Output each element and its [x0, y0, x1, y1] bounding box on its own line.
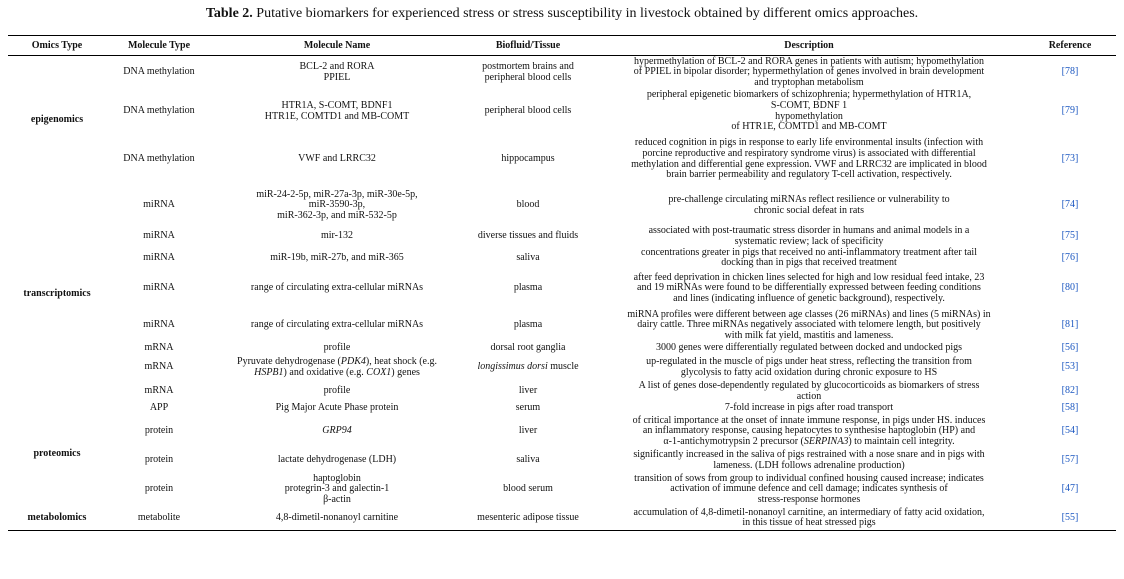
omics-type-cell: proteomics [33, 448, 81, 460]
tissue-cell: peripheral blood cells [484, 105, 572, 117]
molecule-name-cell: miR-19b, miR-27b, and miR-365 [270, 251, 404, 263]
reference-link[interactable]: [55] [1024, 507, 1116, 531]
description-cell: concentrations greater in pigs that received no anti-inflammatory treatment after tail docking than in pigs that received treatment [641, 246, 977, 269]
description-cell: reduced cognition in pigs in response to early life environmental insults (infection with porcine reproductive and respiratory syndrome virus) is associated with differential methylation and differential gene expression. VWF and LRRC32 are implicated in blood brain barrier permeability and regulatory T-cell activation, respectively. [631, 137, 987, 181]
molecule-type-cell: protein [144, 454, 174, 466]
description-cell: A list of genes dose-dependently regulated by glucocorticoids as biomarkers of stress action [638, 380, 980, 402]
header-description: Description [594, 36, 1024, 56]
reference-link[interactable]: [54] [1061, 425, 1079, 437]
tissue-cell: serum [515, 402, 541, 414]
tissue-cell: saliva [516, 251, 540, 263]
tissue-cell: plasma [513, 319, 543, 331]
description-cell: significantly increased in the saliva of pigs restrained with a nose snare and in pigs with lameness. (LDH follows adrenaline production) [633, 449, 985, 471]
description-cell: associated with post-traumatic stress disorder in humans and animal models in a systematic review; lack of specificity [648, 224, 970, 247]
reference-link[interactable]: [47] [1061, 483, 1079, 495]
molecule-name-cell: lactate dehydrogenase (LDH) [277, 454, 397, 466]
molecule-type-cell: metabolite [106, 507, 212, 531]
description-cell: of critical importance at the onset of innate immune response, in pigs under HS. induces an inflammatory response, causing hepatocytes to synthesise haptoglobin (HP) and α-1-antichymotrypsin 2 precursor (SERPINA3) to maintain cell integrity. [632, 414, 986, 447]
table-row [8, 186, 1116, 226]
tissue-cell: dorsal root ganglia [490, 342, 566, 354]
table-row [8, 269, 1116, 309]
header-omics-type: Omics Type [8, 36, 106, 56]
table-caption [0, 6, 1124, 22]
description-cell: after feed deprivation in chicken lines selected for high and low residual feed intake, 23 and 19 miRNAs were found to be differentially expressed between feeding conditions and lines (indicating influence of genetic background), respectively. [633, 271, 985, 304]
description-cell: up-regulated in the muscle of pigs under heat stress, reflecting the transition from glycolysis to fatty acid oxidation during chronic exposure to HS [646, 356, 972, 378]
molecule-name-cell: 4,8-dimetil-nonanoyl carnitine [212, 507, 462, 531]
reference-link[interactable]: [73] [1061, 153, 1079, 165]
header-molecule-name: Molecule Name [212, 36, 462, 56]
tissue-cell: mesenteric adipose tissue [462, 507, 594, 531]
header-biofluid-tissue: Biofluid/Tissue [462, 36, 594, 56]
molecule-type-cell: protein [144, 425, 174, 437]
molecule-type-cell: DNA methylation [123, 153, 195, 165]
reference-link[interactable]: [82] [1061, 385, 1079, 397]
description-cell: 7-fold increase in pigs after road transport [724, 402, 894, 414]
header-molecule-type: Molecule Type [106, 36, 212, 56]
reference-link[interactable]: [56] [1061, 342, 1079, 354]
table-row [8, 403, 1116, 415]
molecule-type-cell: miRNA [143, 230, 175, 242]
molecule-type-cell: miRNA [143, 319, 175, 331]
table-row [8, 90, 1116, 134]
molecule-name-cell: mir-132 [320, 230, 354, 242]
table-row [8, 134, 1116, 186]
header-row [8, 36, 1116, 56]
table-row [8, 355, 1116, 381]
description-cell: pre-challenge circulating miRNAs reflect resilience or vulnerability to chronic social defeat in rats [668, 193, 950, 216]
molecule-name-cell: range of circulating extra-cellular miRNAs [250, 282, 424, 294]
tissue-cell: postmortem brains and peripheral blood cells [482, 61, 574, 83]
reference-link[interactable]: [80] [1061, 282, 1079, 294]
reference-link[interactable]: [81] [1061, 319, 1079, 331]
molecule-type-cell: mRNA [144, 361, 174, 373]
molecule-name-cell: GRP94 [322, 425, 352, 437]
reference-link[interactable]: [58] [1061, 402, 1079, 414]
molecule-name-cell: Pyruvate dehydrogenase (PDK4), heat shock (e.g. HSPB1) and oxidative (e.g. COX1) genes [237, 356, 437, 378]
description-cell: miRNA profiles were different between age classes (26 miRNAs) and lines (5 miRNAs) in dairy cattle. Three miRNAs negatively associated with telomere length, but positively with milk fat yield, mastitis and lameness. [627, 308, 991, 341]
table-row [8, 381, 1116, 403]
molecule-name-cell: HTR1A, S-COMT, BDNF1 HTR1E, COMTD1 and MB-COMT [264, 99, 410, 122]
reference-link[interactable]: [76] [1061, 251, 1079, 263]
reference-link[interactable]: [78] [1061, 66, 1079, 78]
reference-link[interactable]: [53] [1061, 361, 1079, 373]
description-cell: 3000 genes were differentially regulated between docked and undocked pigs [655, 342, 963, 354]
table-row [8, 415, 1116, 449]
omics-type-cell: metabolomics [8, 507, 106, 531]
molecule-name-cell: profile [323, 342, 351, 354]
caption-label: Table 2. [205, 6, 253, 21]
molecule-name-cell: haptoglobin protegrin-3 and galectin-1 β-actin [284, 472, 390, 505]
molecule-name-cell: Pig Major Acute Phase protein [275, 402, 399, 414]
description-cell: hypermethylation of BCL-2 and RORA genes in patients with autism; hypomethylation of PPIEL in bipolar disorder; hypermethylation of genes involved in brain development and tryptophan metabolism [633, 55, 985, 89]
table-row [8, 56, 1116, 90]
table-row [8, 473, 1116, 507]
tissue-cell: saliva [516, 454, 540, 466]
table-body [8, 56, 1116, 531]
tissue-cell: blood serum [503, 483, 553, 495]
molecule-type-cell: mRNA [144, 342, 174, 354]
molecule-type-cell: protein [144, 483, 174, 495]
table-row [8, 309, 1116, 343]
molecule-name-cell: BCL-2 and RORA PPIEL [299, 61, 375, 83]
reference-link[interactable]: [57] [1061, 454, 1079, 466]
tissue-cell: liver [518, 385, 538, 397]
reference-link[interactable]: [79] [1061, 105, 1079, 117]
tissue-cell: blood [516, 199, 540, 211]
description-cell: peripheral epigenetic biomarkers of schizophrenia; hypermethylation of HTR1A, S-COMT, BDNF 1 hypomethylation of HTR1E, COMTD1 and MB-COMT [646, 89, 972, 133]
tissue-cell: diverse tissues and fluids [477, 230, 579, 242]
table-row [8, 507, 1116, 531]
tissue-cell: longissimus dorsi muscle [477, 361, 579, 373]
table-row [8, 343, 1116, 355]
molecule-type-cell: miRNA [143, 282, 175, 294]
omics-type-cell: epigenomics [30, 114, 84, 126]
tissue-cell: liver [518, 425, 538, 437]
description-cell: accumulation of 4,8-dimetil-nonanoyl carnitine, an intermediary of fatty acid oxidation, in this tissue of heat stressed pigs [594, 507, 1024, 531]
tissue-cell: plasma [513, 282, 543, 294]
molecule-name-cell: range of circulating extra-cellular miRNAs [250, 319, 424, 331]
header-reference: Reference [1024, 36, 1116, 56]
omics-type-cell: transcriptomics [23, 287, 91, 299]
molecule-name-cell: VWF and LRRC32 [298, 153, 376, 165]
molecule-type-cell: miRNA [143, 251, 175, 263]
molecule-type-cell: APP [149, 402, 169, 414]
reference-link[interactable]: [74] [1061, 199, 1079, 211]
molecule-type-cell: miRNA [143, 199, 175, 211]
molecule-type-cell: DNA methylation [123, 66, 195, 78]
reference-link[interactable]: [75] [1061, 230, 1079, 242]
tissue-cell: hippocampus [501, 153, 555, 165]
molecule-name-cell: miR-24-2-5p, miR-27a-3p, miR-30e-5p, miR-3590-3p, miR-362-3p, and miR-532-5p [256, 188, 418, 221]
description-cell: transition of sows from group to individual confined housing caused increase; indicates activation of immune defence and cell damage; indicates synthesis of stress-response hormones [634, 472, 984, 505]
molecule-name-cell: profile [323, 385, 351, 397]
molecule-type-cell: mRNA [144, 385, 174, 397]
table-row [8, 226, 1116, 248]
biomarker-table [8, 35, 1116, 531]
molecule-type-cell: DNA methylation [123, 105, 195, 117]
table-row [8, 248, 1116, 269]
table-row [8, 449, 1116, 473]
caption-text: Putative biomarkers for experienced stress or stress susceptibility in livestock obtained by different omics approaches. [256, 6, 919, 21]
